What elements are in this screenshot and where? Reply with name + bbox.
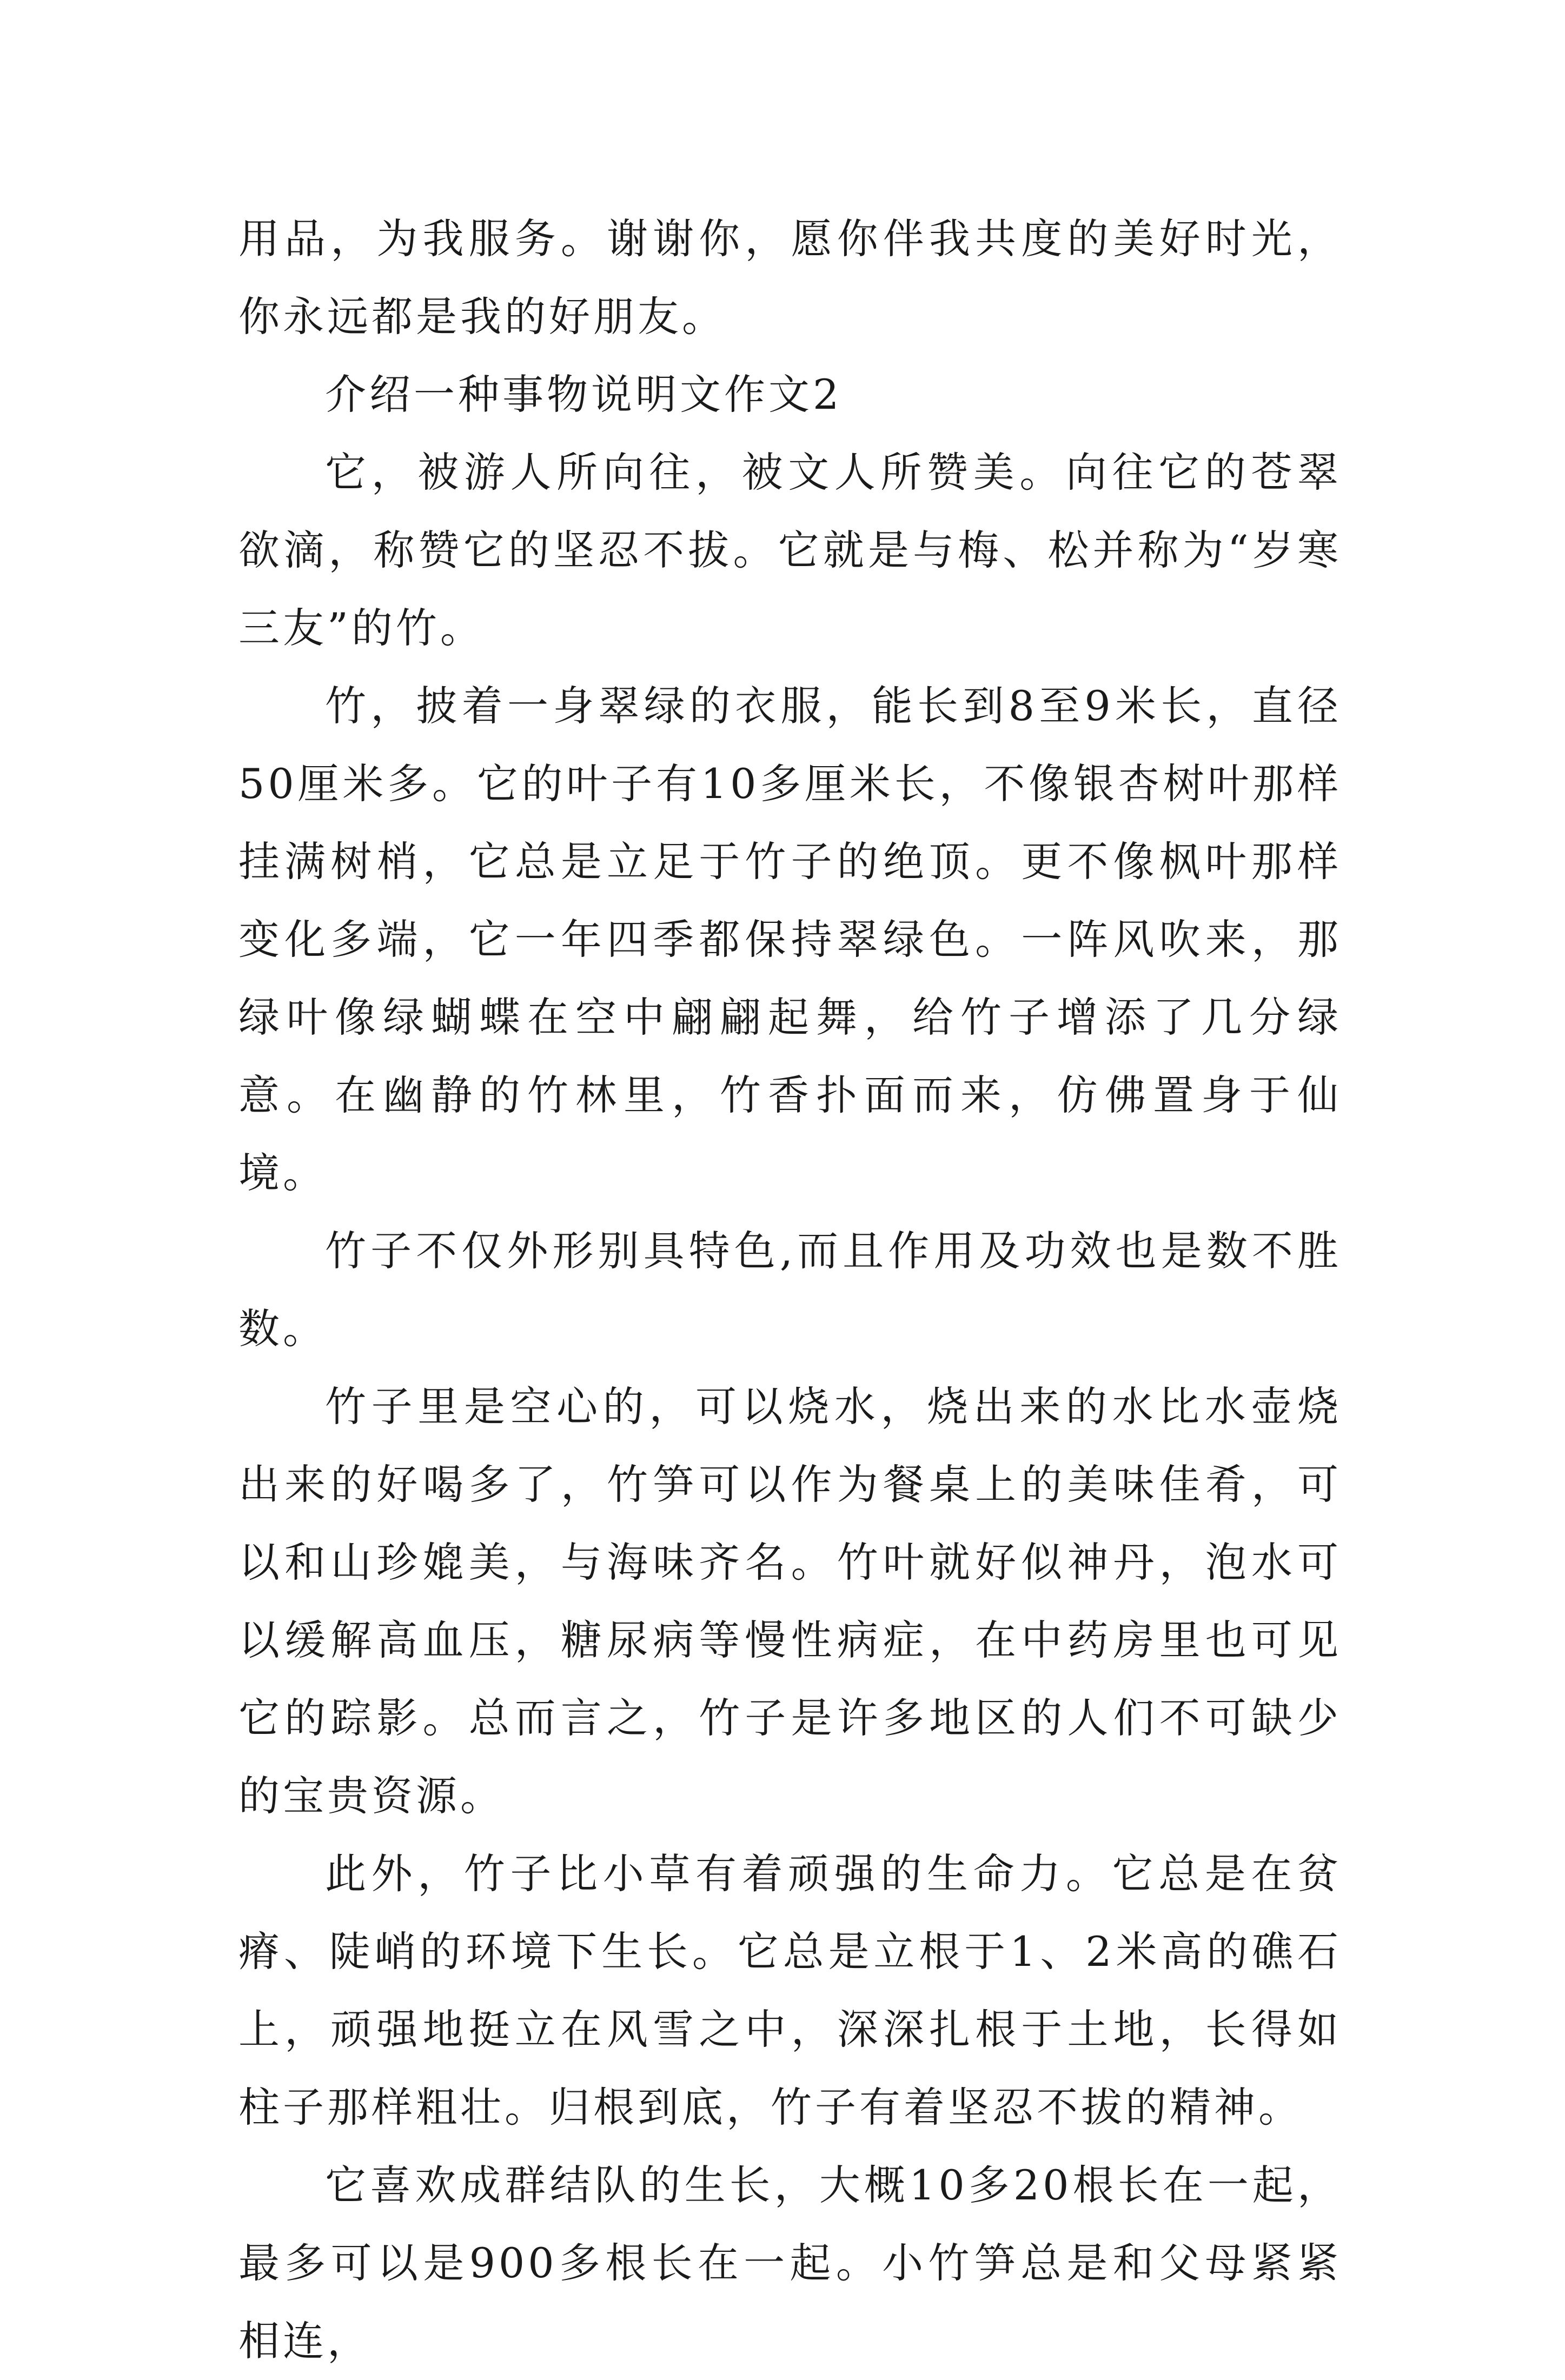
paragraph-uses: 竹子里是空心的，可以烧水，烧出来的水比水壶烧出来的好喝多了，竹笋可以作为餐桌上的美味佳肴，可以和山珍媲美，与海味齐名。竹叶就好似神丹，泡水可以缓解高血压，糖尿病等慢性病症，在中药房里也可见它的踪影。总而言之，竹子是许多地区的人们不可缺少的宝贵资源。: [238, 1382, 1342, 1820]
paragraph-growth: 它喜欢成群结队的生长，大概10多20根长在一起，最多可以是900多根长在一起。小竹笋总是和父母紧紧相连，: [238, 2161, 1342, 2365]
paragraph-intro: 它，被游人所向往，被文人所赞美。向往它的苍翠欲滴，称赞它的坚忍不拔。它就是与梅、松并称为“岁寒三友”的竹。: [238, 448, 1342, 652]
paragraph-appearance: 竹，披着一身翠绿的衣服，能长到8至9米长，直径50厘米多。它的叶子有10多厘米长，不像银杏树叶那样挂满树梢，它总是立足于竹子的绝顶。更不像枫叶那样变化多端，它一年四季都保持翠绿色。一阵风吹来，那绿叶像绿蝴蝶在空中翩翩起舞，给竹子增添了几分绿意。在幽静的竹林里，竹香扑面而来，仿佛置身于仙境。: [238, 682, 1342, 1197]
paragraph-uses-summary: 竹子不仅外形别具特色,而且作用及功效也是数不胜数。: [238, 1227, 1342, 1353]
paragraph-vitality: 此外，竹子比小草有着顽强的生命力。它总是在贫瘠、陡峭的环境下生长。它总是立根于1、2米高的礁石上，顽强地挺立在风雪之中，深深扎根于土地，长得如柱子那样粗壮。归根到底，竹子有着坚忍不拔的精神。: [238, 1850, 1342, 2131]
paragraph-continuation: 用品，为我服务。谢谢你，愿你伴我共度的美好时光，你永远都是我的好朋友。: [238, 215, 1342, 341]
essay-heading: 介绍一种事物说明文作文2: [325, 370, 843, 418]
document-body: [238, 200, 1342, 2380]
